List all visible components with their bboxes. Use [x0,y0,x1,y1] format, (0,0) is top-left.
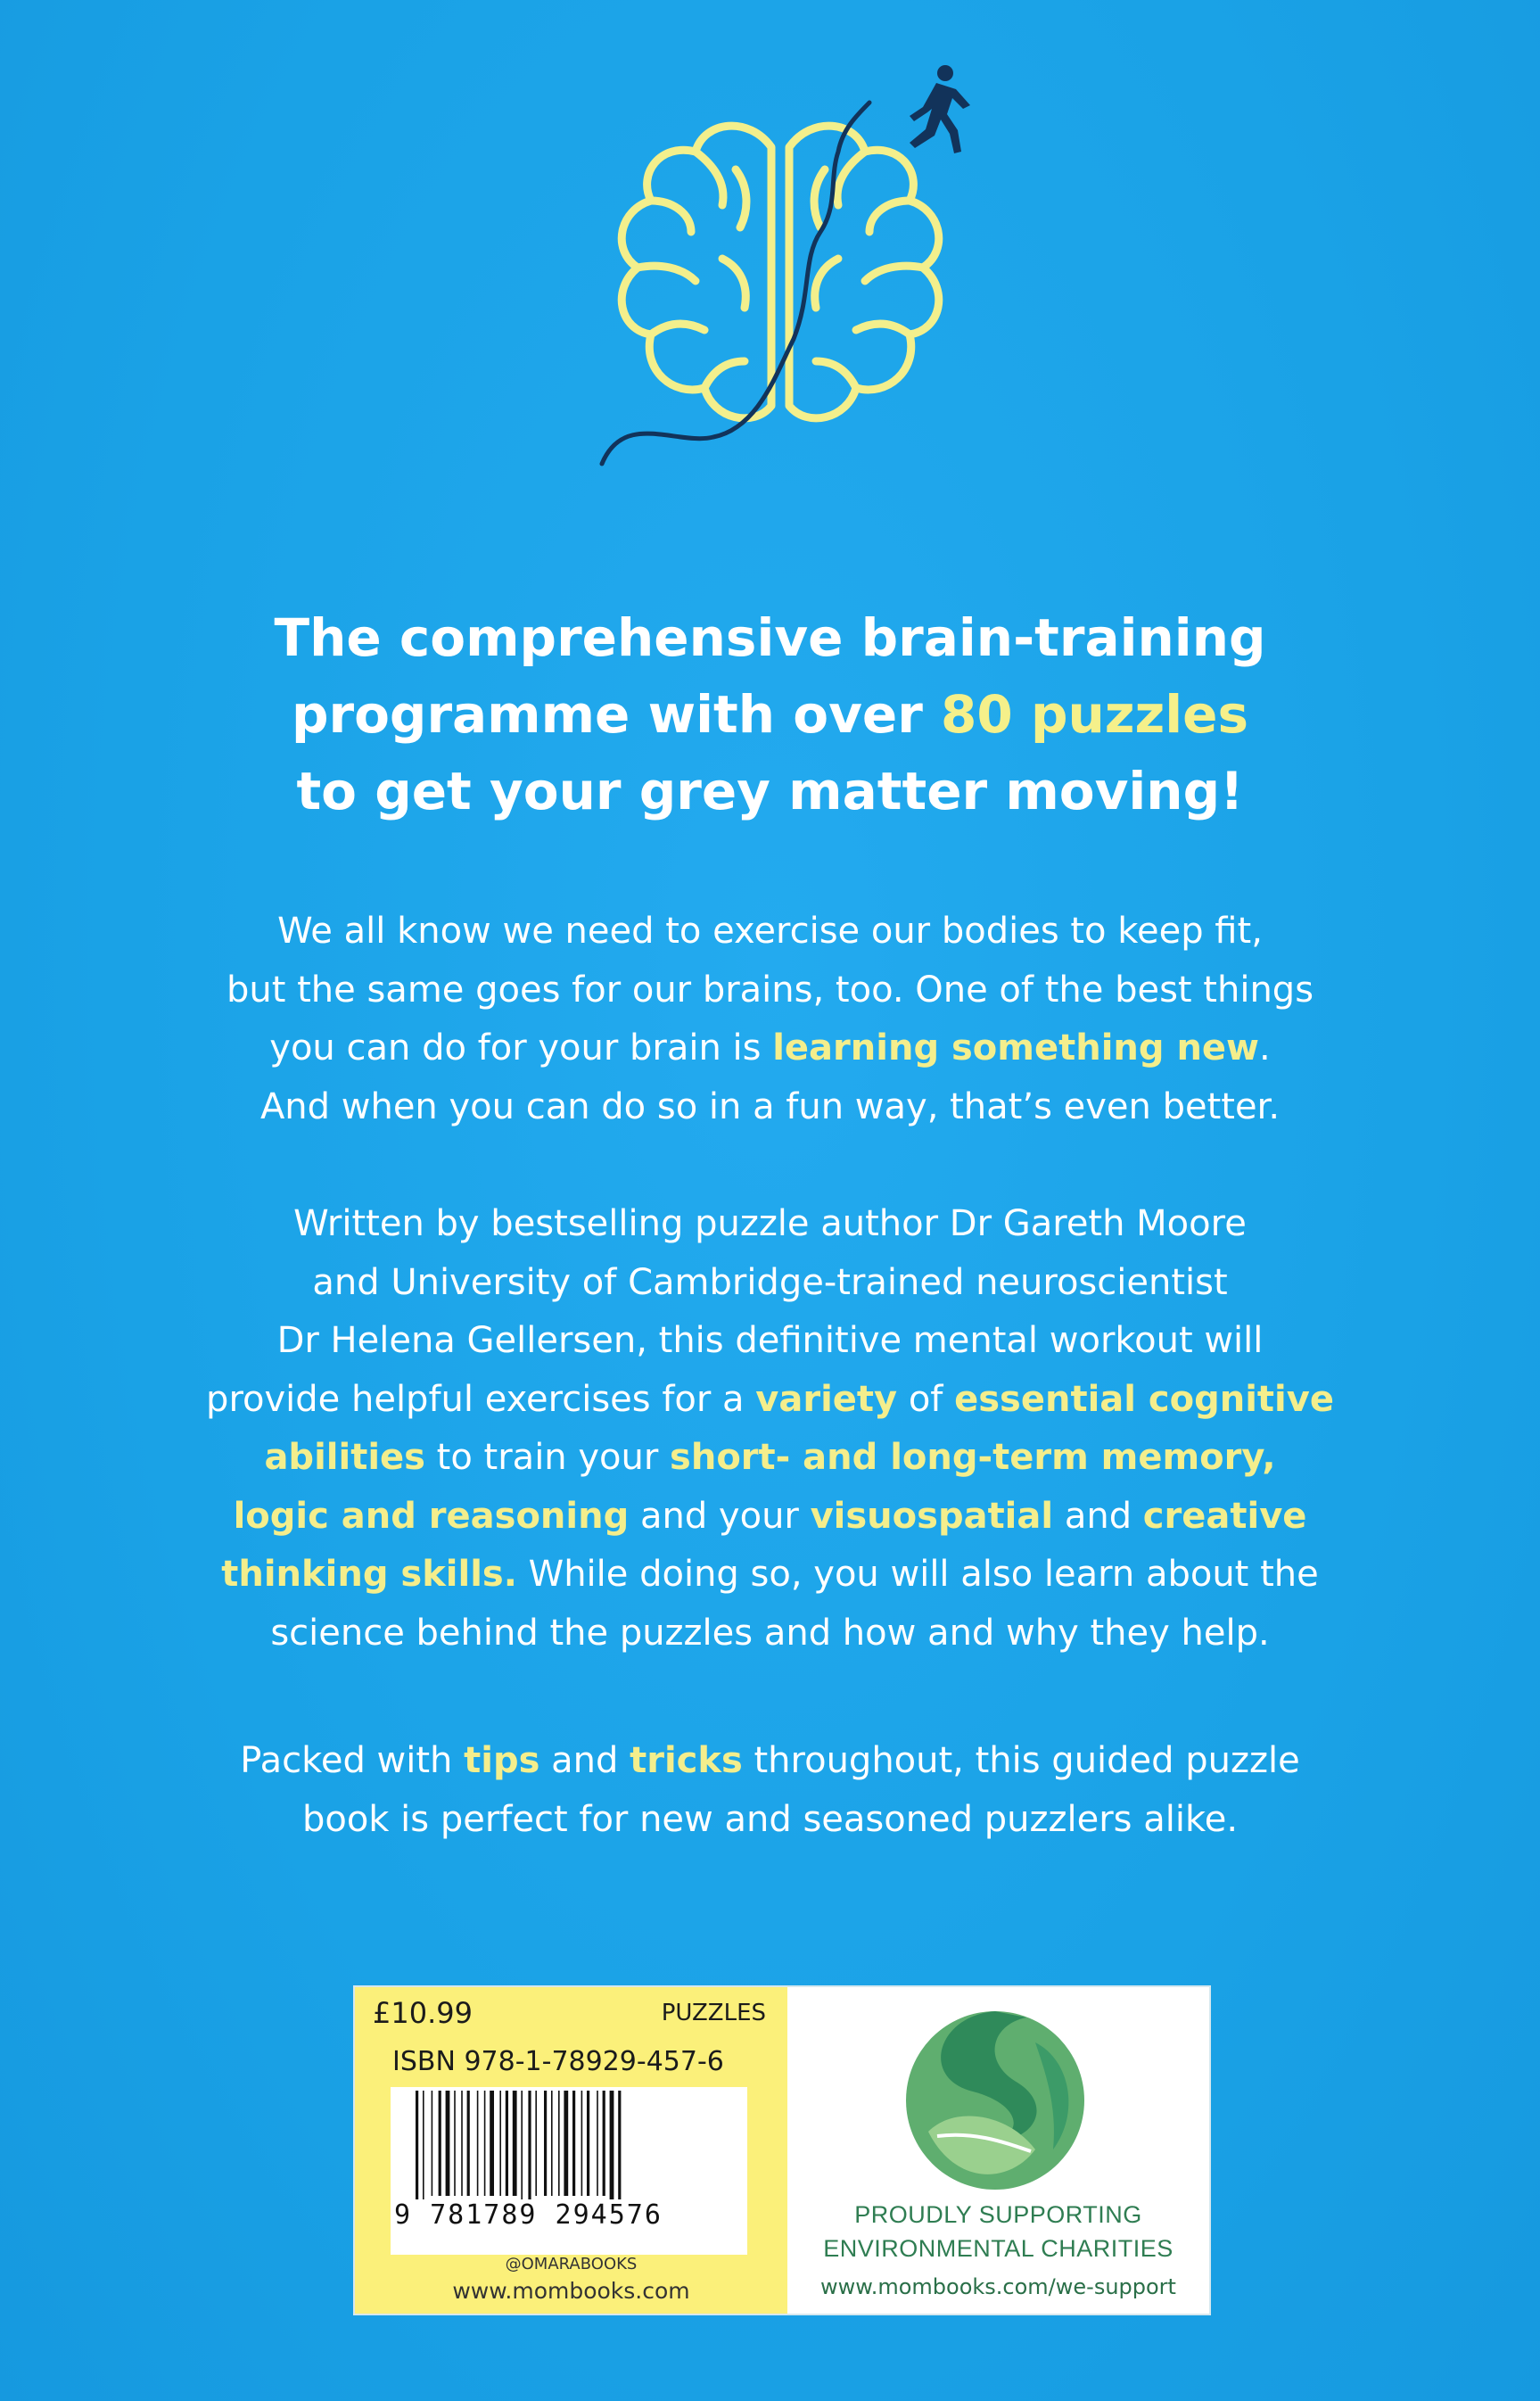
barcode [394,2091,744,2208]
highlight-text: visuospatial [810,1495,1054,1537]
highlight-text: essential cognitive [954,1378,1334,1420]
blurb-paragraph-2: Written by bestselling puzzle author Dr Gareth Moore and University of Cambridge-trained neuroscientist Dr Helena Gellersen, this definitive mental workout will provide helpful exercises for a variety of essential cognitive abilities to train your short- and long-term memory, logic and reasoning and your visuospatial and creative thinking skills. While doing so, you will also learn about the science behind the puzzles and how and why they help. [206,1203,1334,1654]
highlight-text: creative [1142,1495,1307,1537]
support-line-1: PROUDLY SUPPORTING [854,2201,1142,2228]
headline [0,599,1540,829]
social-handle: @OMARABOOKS [505,2255,638,2273]
highlight-text: logic and reasoning [233,1495,630,1537]
highlight-text: variety [755,1378,898,1420]
highlight-text: thinking skills. [221,1554,517,1595]
highlight-text: tips [464,1740,540,1781]
highlight-text: short- and long-term memory, [670,1437,1276,1478]
barcode-panel [355,1987,1209,2314]
leaf-swirl-icon [902,2007,1089,2194]
category: PUZZLES [661,2000,766,2026]
blurb-paragraph-1: We all know we need to exercise our bodies to keep fit, but the same goes for our brains, too. One of the best things you can do for your brain is learning something new. And when you can do so in a fun way, that’s even better. [226,911,1314,1127]
price-label [355,1987,787,2314]
brain-with-running-figure-icon [571,54,990,526]
price: £10.99 [373,1996,473,2030]
highlight-text: learning something new [772,1027,1259,1068]
barcode-number: 9 781789 294576 [394,2199,663,2231]
eco-label [787,1987,1209,2314]
headline-line-2: programme with over 80 puzzles [291,684,1249,745]
blurb-paragraph-3: Packed with tips and tricks throughout, this guided puzzle book is perfect for new and seasoned puzzlers alike. [240,1740,1300,1840]
support-line-2: ENVIRONMENTAL CHARITIES [823,2235,1174,2262]
highlight-text: abilities [264,1437,425,1478]
headline-line-3: to get your grey matter moving! [296,761,1244,821]
isbn: ISBN 978-1-78929-457-6 [392,2046,724,2077]
headline-highlight: 80 puzzles [941,684,1249,745]
website: www.mombooks.com [452,2278,690,2304]
support-url: www.mombooks.com/we-support [820,2274,1176,2299]
headline-line-1: The comprehensive brain-training [274,607,1266,668]
highlight-text: tricks [630,1740,743,1781]
